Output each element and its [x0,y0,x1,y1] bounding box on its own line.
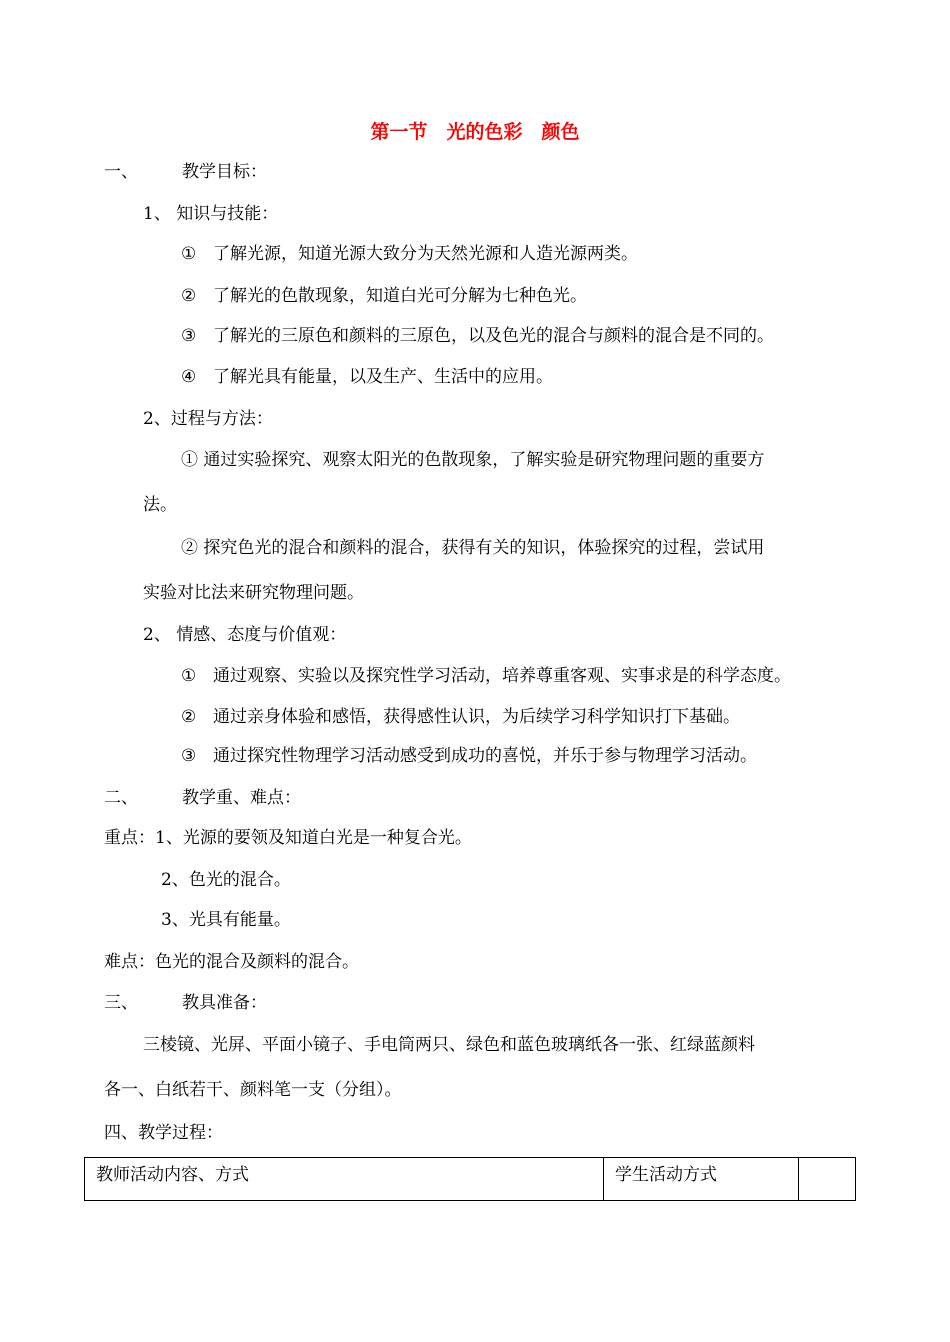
section-number: 一、 [104,162,138,182]
list-item [181,706,740,728]
item-text: 通过探究性物理学习活动感受到成功的喜悦，并乐于参与物理学习活动。 [213,746,757,766]
subheading-knowledge-skills: 1、 知识与技能： [143,204,279,224]
item-marker: ① [181,244,197,264]
item-marker: ① [181,666,197,686]
table-header-teacher: 教师活动内容、方式 [85,1158,604,1201]
paragraph-line: 各一、白纸若干、颜料笔一支（分组）。 [104,1080,402,1100]
item-text: 了解光的色散现象，知道白光可分解为七种色光。 [213,286,587,306]
key-point-line: 3、光具有能量。 [161,910,291,930]
item-text: 了解光具有能量，以及生产、生活中的应用。 [213,367,553,387]
item-marker: ② [181,286,197,306]
item-marker: ③ [181,746,197,766]
section-title: 教学重、难点： [182,788,301,808]
key-point-line: 2、色光的混合。 [161,870,291,890]
section-heading-objectives [104,161,267,183]
section-title: 教学目标： [182,162,267,182]
list-item [181,745,757,767]
item-text: 了解光的三原色和颜料的三原色，以及色光的混合与颜料的混合是不同的。 [213,326,774,346]
list-item [181,325,774,347]
process-table [84,1157,856,1201]
subheading-process-methods: 2、过程与方法： [143,409,273,429]
list-item [181,665,791,687]
section-number: 三、 [104,993,138,1013]
table-row [85,1158,856,1201]
section-heading-key-points [104,787,301,809]
section-heading-tools [104,992,267,1014]
paragraph-line: ① 通过实验探究、观察太阳光的色散现象，了解实验是研究物理问题的重要方 [181,450,765,470]
page-title: 第一节 光的色彩 颜色 [370,121,580,143]
item-text: 通过观察、实验以及探究性学习活动，培养尊重客观、实事求是的科学态度。 [213,666,791,686]
item-text: 了解光源，知道光源大致分为天然光源和人造光源两类。 [213,244,638,264]
paragraph-line: 实验对比法来研究物理问题。 [143,583,364,603]
paragraph-line: 三棱镜、光屏、平面小镜子、手电筒两只、绿色和蓝色玻璃纸各一张、红绿蓝颜料 [143,1035,755,1055]
list-item [181,243,638,265]
list-item [181,366,553,388]
section-heading-process: 四、教学过程： [104,1123,223,1143]
table-header-student: 学生活动方式 [604,1158,799,1201]
paragraph-line: ② 探究色光的混合和颜料的混合，获得有关的知识，体验探究的过程，尝试用 [181,538,765,558]
item-marker: ② [181,707,197,727]
key-point-line: 重点：1、光源的要领及知道白光是一种复合光。 [104,828,472,848]
section-number: 二、 [104,788,138,808]
item-marker: ④ [181,367,197,387]
item-marker: ③ [181,326,197,346]
section-title: 教具准备： [182,993,267,1013]
subheading-attitudes-values: 2、 情感、态度与价值观： [143,625,347,645]
difficulty-line: 难点：色光的混合及颜料的混合。 [104,952,359,972]
item-text: 通过亲身体验和感悟，获得感性认识，为后续学习科学知识打下基础。 [213,707,740,727]
list-item [181,285,587,307]
paragraph-line: 法。 [143,495,177,515]
table-header-extra [799,1158,856,1201]
